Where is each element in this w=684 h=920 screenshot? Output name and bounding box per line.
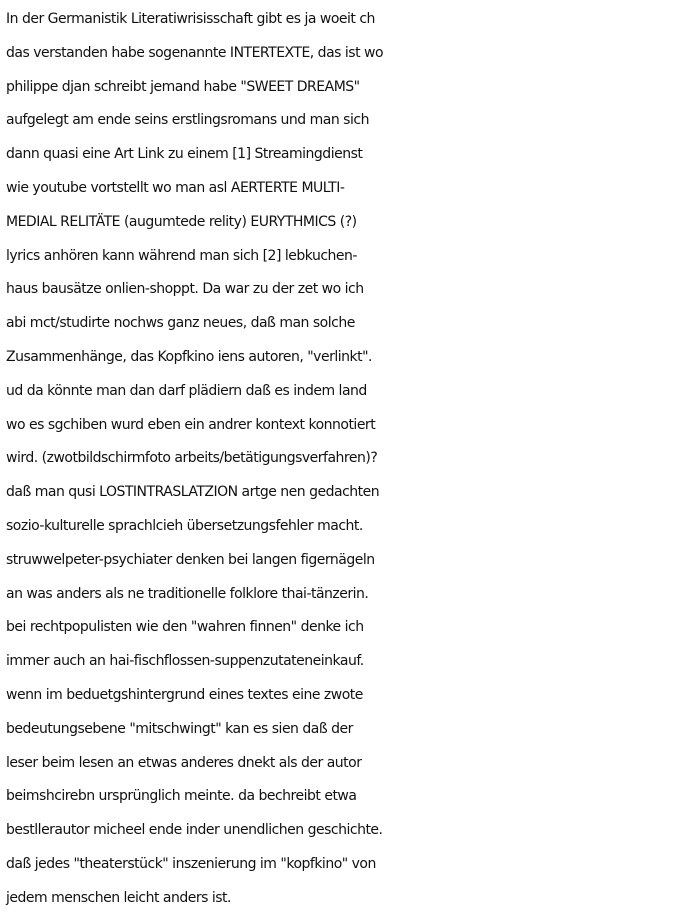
text-line: jedem menschen leicht anders ist. <box>6 889 231 906</box>
text-line: lyrics anhören kann während man sich [2] lebkuchen- <box>6 247 357 264</box>
text-line: sozio-kulturelle sprachlcieh übersetzungsfehler macht. <box>6 517 363 534</box>
text-line: wird. (zwotbildschirmfoto arbeits/betätigungsverfahren)? <box>6 450 378 467</box>
text-line: Zusammenhänge, das Kopfkino iens autoren, "verlinkt". <box>6 348 372 365</box>
text-line: struwwelpeter-psychiater denken bei langen figernägeln <box>6 551 375 568</box>
text-line: an was anders als ne traditionelle folklore thai-tänzerin. <box>6 585 369 602</box>
text-line: MEDIAL RELITÄTE (augumtede relity) EURYTHMICS (?) <box>6 213 357 230</box>
text-line: aufgelegt am ende seins erstlingsromans und man sich <box>6 112 369 129</box>
text-line: dann quasi eine Art Link zu einem [1] Streamingdienst <box>6 146 363 163</box>
text-line: In der Germanistik Literatiwrisisschaft gibt es ja woeit ch <box>6 11 375 27</box>
text-line: wo es sgchiben wurd eben ein andrer kontext konnotiert <box>6 416 376 433</box>
text-line: bei rechtpopulisten wie den "wahren finnen" denke ich <box>6 619 364 636</box>
text-line: haus bausätze onlien-shoppt. Da war zu der zet wo ich <box>6 281 364 298</box>
text-line: daß jedes "theaterstück" inszenierung im "kopfkino" von <box>6 855 376 872</box>
text-line: das verstanden habe sogenannte INTERTEXTE, das ist wo <box>6 44 384 61</box>
document-body <box>6 3 684 916</box>
text-line: bestllerautor micheel ende inder unendlichen geschichte. <box>6 822 383 839</box>
text-line: daß man qusi LOSTINTRASLATZION artge nen gedachten <box>6 484 380 501</box>
text-line: bedeutungsebene "mitschwingt" kan es sien daß der <box>6 720 353 737</box>
text-line: ud da könnte man dan darf plädiern daß es indem land <box>6 382 367 399</box>
text-line: abi mct/studirte nochws ganz neues, daß man solche <box>6 315 355 332</box>
text-line: wenn im beduetgshintergrund eines textes eine zwote <box>6 686 363 703</box>
text-line: wie youtube vortstellt wo man asl AERTERTE MULTI- <box>6 179 345 196</box>
text-line: leser beim lesen an etwas anderes dnekt als der autor <box>6 754 362 771</box>
text-line: philippe djan schreibt jemand habe "SWEET DREAMS" <box>6 78 360 95</box>
text-line: immer auch an hai-fischflossen-suppenzutateneinkauf. <box>6 653 364 670</box>
text-line: beimshcirebn ursprünglich meinte. da bechreibt etwa <box>6 788 357 805</box>
